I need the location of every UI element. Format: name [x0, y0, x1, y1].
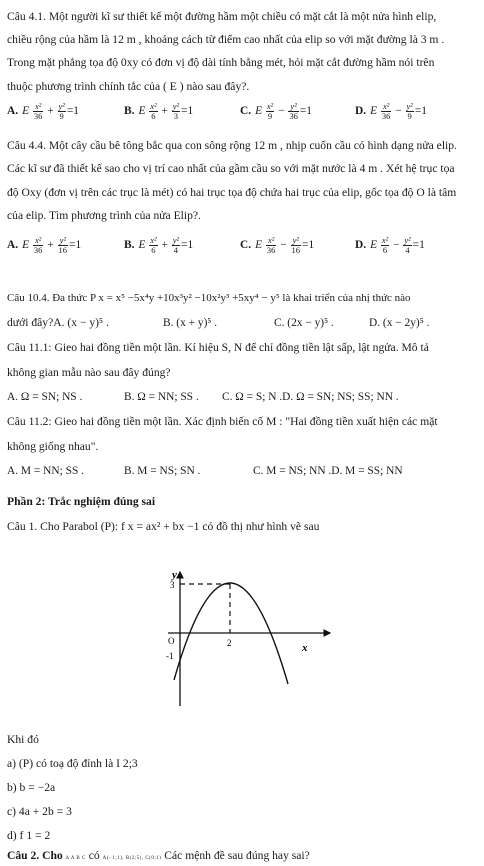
q44-line1: Câu 4.4. Một cây cầu bê tông bắc qua con sông rộng 12 m , nhịp cuốn cầu có hình dạng nửa elip.: [7, 139, 457, 152]
q104-line2: dưới đây?A. (x − y)⁵ .: [7, 316, 109, 329]
equals-one: =1: [66, 105, 79, 118]
q44-option-a: [7, 236, 81, 255]
option-letter: A.: [7, 105, 19, 118]
ellipse-name: E: [22, 239, 32, 252]
ellipse-name: E: [255, 105, 265, 118]
q41-option-d: [355, 102, 427, 121]
y-axis-label: y: [172, 569, 177, 581]
option-letter: C.: [240, 105, 252, 118]
fraction: $\frac{\text{x²}}{36}$: [266, 235, 276, 255]
q2-label: Câu 2. Cho: [7, 849, 63, 862]
fraction: $\frac{\text{x²}}{6}$: [381, 235, 389, 255]
option-letter: D.: [355, 105, 367, 118]
equals-one: =1: [181, 239, 194, 252]
ellipse-name: E: [138, 105, 149, 118]
fraction: $\frac{\text{x²}}{6}$: [150, 101, 157, 121]
equals-one: =1: [412, 239, 425, 252]
equals-one: =1: [299, 105, 312, 118]
fraction: $\frac{\text{y²}}{16}$: [291, 235, 301, 255]
q104-option-b: B. (x + y)⁵ .: [163, 317, 218, 329]
fraction: $\frac{\text{x²}}{36}$: [33, 101, 43, 121]
parabola-graph: [150, 566, 340, 716]
q44-option-c: [240, 236, 314, 255]
q111-option-a: A. Ω = SN; NS .: [7, 391, 83, 403]
q104-option-c: C. (2x − y)⁵ .: [274, 317, 334, 329]
statement-b: b) b = −2a: [7, 781, 56, 794]
fraction: $\frac{\text{y²}}{3}$: [172, 101, 180, 121]
equals-one: =1: [302, 239, 315, 252]
operator: −: [392, 105, 405, 118]
operator: −: [275, 105, 288, 118]
tick-3: 3: [170, 580, 175, 590]
ellipse-name: E: [255, 239, 265, 252]
fraction: $\frac{\text{y²}}{4}$: [404, 235, 411, 255]
fraction: $\frac{\text{y²}}{9}$: [58, 101, 65, 121]
fraction: $\frac{\text{x²}}{36}$: [381, 101, 391, 121]
q2-triangle-notation: Δ A B C: [65, 856, 86, 861]
khi-do: Khi đó: [7, 733, 39, 746]
q104-line1: Câu 10.4. Đa thức P x = x⁵ −5x⁴y +10x³y² −10x²y³ +5xy⁴ − y⁵ là khai triển của nhị thức nào: [7, 292, 411, 304]
option-letter: C.: [240, 239, 252, 252]
ellipse-name: E: [22, 105, 32, 118]
operator: −: [277, 239, 290, 252]
q111-line2: không gian mẫu nào sau đây đúng?: [7, 366, 171, 379]
q112-line1: Câu 11.2: Gieo hai đồng tiền một lần. Xác định biến cố M : "Hai đồng tiền xuất hiện các mặt: [7, 415, 438, 428]
equals-one: =1: [181, 105, 194, 118]
statement-d: d) f 1 = 2: [7, 829, 51, 842]
fraction: $\frac{\text{y²}}{36}$: [289, 101, 298, 121]
q41-line2: chiều rộng của hầm là 12 m , khoảng cách từ điểm cao nhất của elip so với mặt đường là 3 m .: [7, 33, 445, 46]
tick-minus-1: -1: [166, 651, 174, 661]
q41-option-b: [124, 102, 193, 121]
ellipse-name: E: [370, 105, 380, 118]
part2-question1: Câu 1. Cho Parabol (P): f x = ax² + bx −1 có đồ thị như hình vẽ sau: [7, 520, 320, 533]
fraction: $\frac{\text{y²}}{16}$: [58, 235, 68, 255]
fraction: $\frac{\text{x²}}{6}$: [150, 235, 157, 255]
q44-option-d: [355, 236, 425, 255]
q111-line1: Câu 11.1: Gieo hai đồng tiền một lần. Kí hiệu S, N để chỉ đồng tiền lật sấp, lật ngửa. Mô tả: [7, 341, 429, 354]
tick-origin: O: [168, 636, 175, 646]
q2-co: có: [88, 849, 100, 862]
q112-option-a: A. M = NN; SS .: [7, 465, 84, 477]
fraction: $\frac{\text{x²}}{9}$: [266, 101, 274, 121]
statement-a: a) (P) có toạ độ đỉnh là I 2;3: [7, 757, 138, 770]
part2-heading: Phần 2: Trắc nghiệm đúng sai: [7, 495, 156, 508]
q44-line4: của elip. Tìm phương trình của nửa Elip?.: [7, 209, 201, 222]
option-letter: B.: [124, 105, 135, 118]
q41-option-a: [7, 102, 79, 121]
q2-end: Các mệnh đề sau đúng hay sai?: [164, 849, 310, 862]
q41-option-c: [240, 102, 312, 121]
q2-points: A(−1;1), B(2;5), C(0;1): [102, 856, 162, 861]
q112-option-c-d: C. M = NS; NN .D. M = SS; NN: [253, 465, 403, 477]
q44-line3: độ Oxy (đơn vị trên các trục là mét) có hai trục tọa độ chứa hai trục của elip, gốc tọa độ O là tâm: [7, 186, 457, 199]
q41-line4: thuộc phương trình chính tắc của ( E ) nào sau đây?.: [7, 80, 250, 93]
q41-line1: Câu 4.1. Một người kĩ sư thiết kế một đường hầm một chiều có mặt cắt là một nửa hình elip,: [7, 10, 437, 23]
operator: +: [44, 239, 57, 252]
equals-one: =1: [414, 105, 427, 118]
q41-line3: Trong mặt phẳng tọa độ 0xy có đơn vị độ dài tính bằng mét, hỏi mặt cắt đường hầm nói trên: [7, 56, 435, 69]
operator: +: [158, 239, 171, 252]
q112-line2: không giống nhau".: [7, 440, 99, 453]
option-letter: D.: [355, 239, 367, 252]
fraction: $\frac{\text{x²}}{36}$: [33, 235, 43, 255]
q112-option-b: B. M = NS; SN .: [124, 465, 201, 477]
option-letter: B.: [124, 239, 135, 252]
ellipse-name: E: [370, 239, 380, 252]
q111-option-b: B. Ω = NN; SS .: [124, 391, 199, 403]
statement-c: c) 4a + 2b = 3: [7, 805, 72, 818]
fraction: $\frac{\text{y²}}{9}$: [406, 101, 413, 121]
q44-option-b: [124, 236, 193, 255]
tick-2: 2: [227, 638, 232, 648]
operator: +: [158, 105, 171, 118]
operator: −: [390, 239, 403, 252]
equals-one: =1: [69, 239, 82, 252]
ellipse-name: E: [138, 239, 149, 252]
x-axis-label: x: [302, 642, 308, 654]
q104-option-d: D. (x − 2y)⁵ .: [369, 317, 430, 329]
option-letter: A.: [7, 239, 19, 252]
fraction: $\frac{\text{y²}}{4}$: [172, 235, 180, 255]
q44-line2: Các kĩ sư đã thiết kế sao cho vị trí cao nhất của gầm cầu so với mặt nước là 4 m . Xét hệ trục tọa: [7, 162, 455, 175]
operator: +: [44, 105, 57, 118]
q111-option-c-d: C. Ω = S; N .D. Ω = SN; NS; SS; NN .: [222, 391, 399, 403]
part2-question2: [7, 849, 478, 866]
